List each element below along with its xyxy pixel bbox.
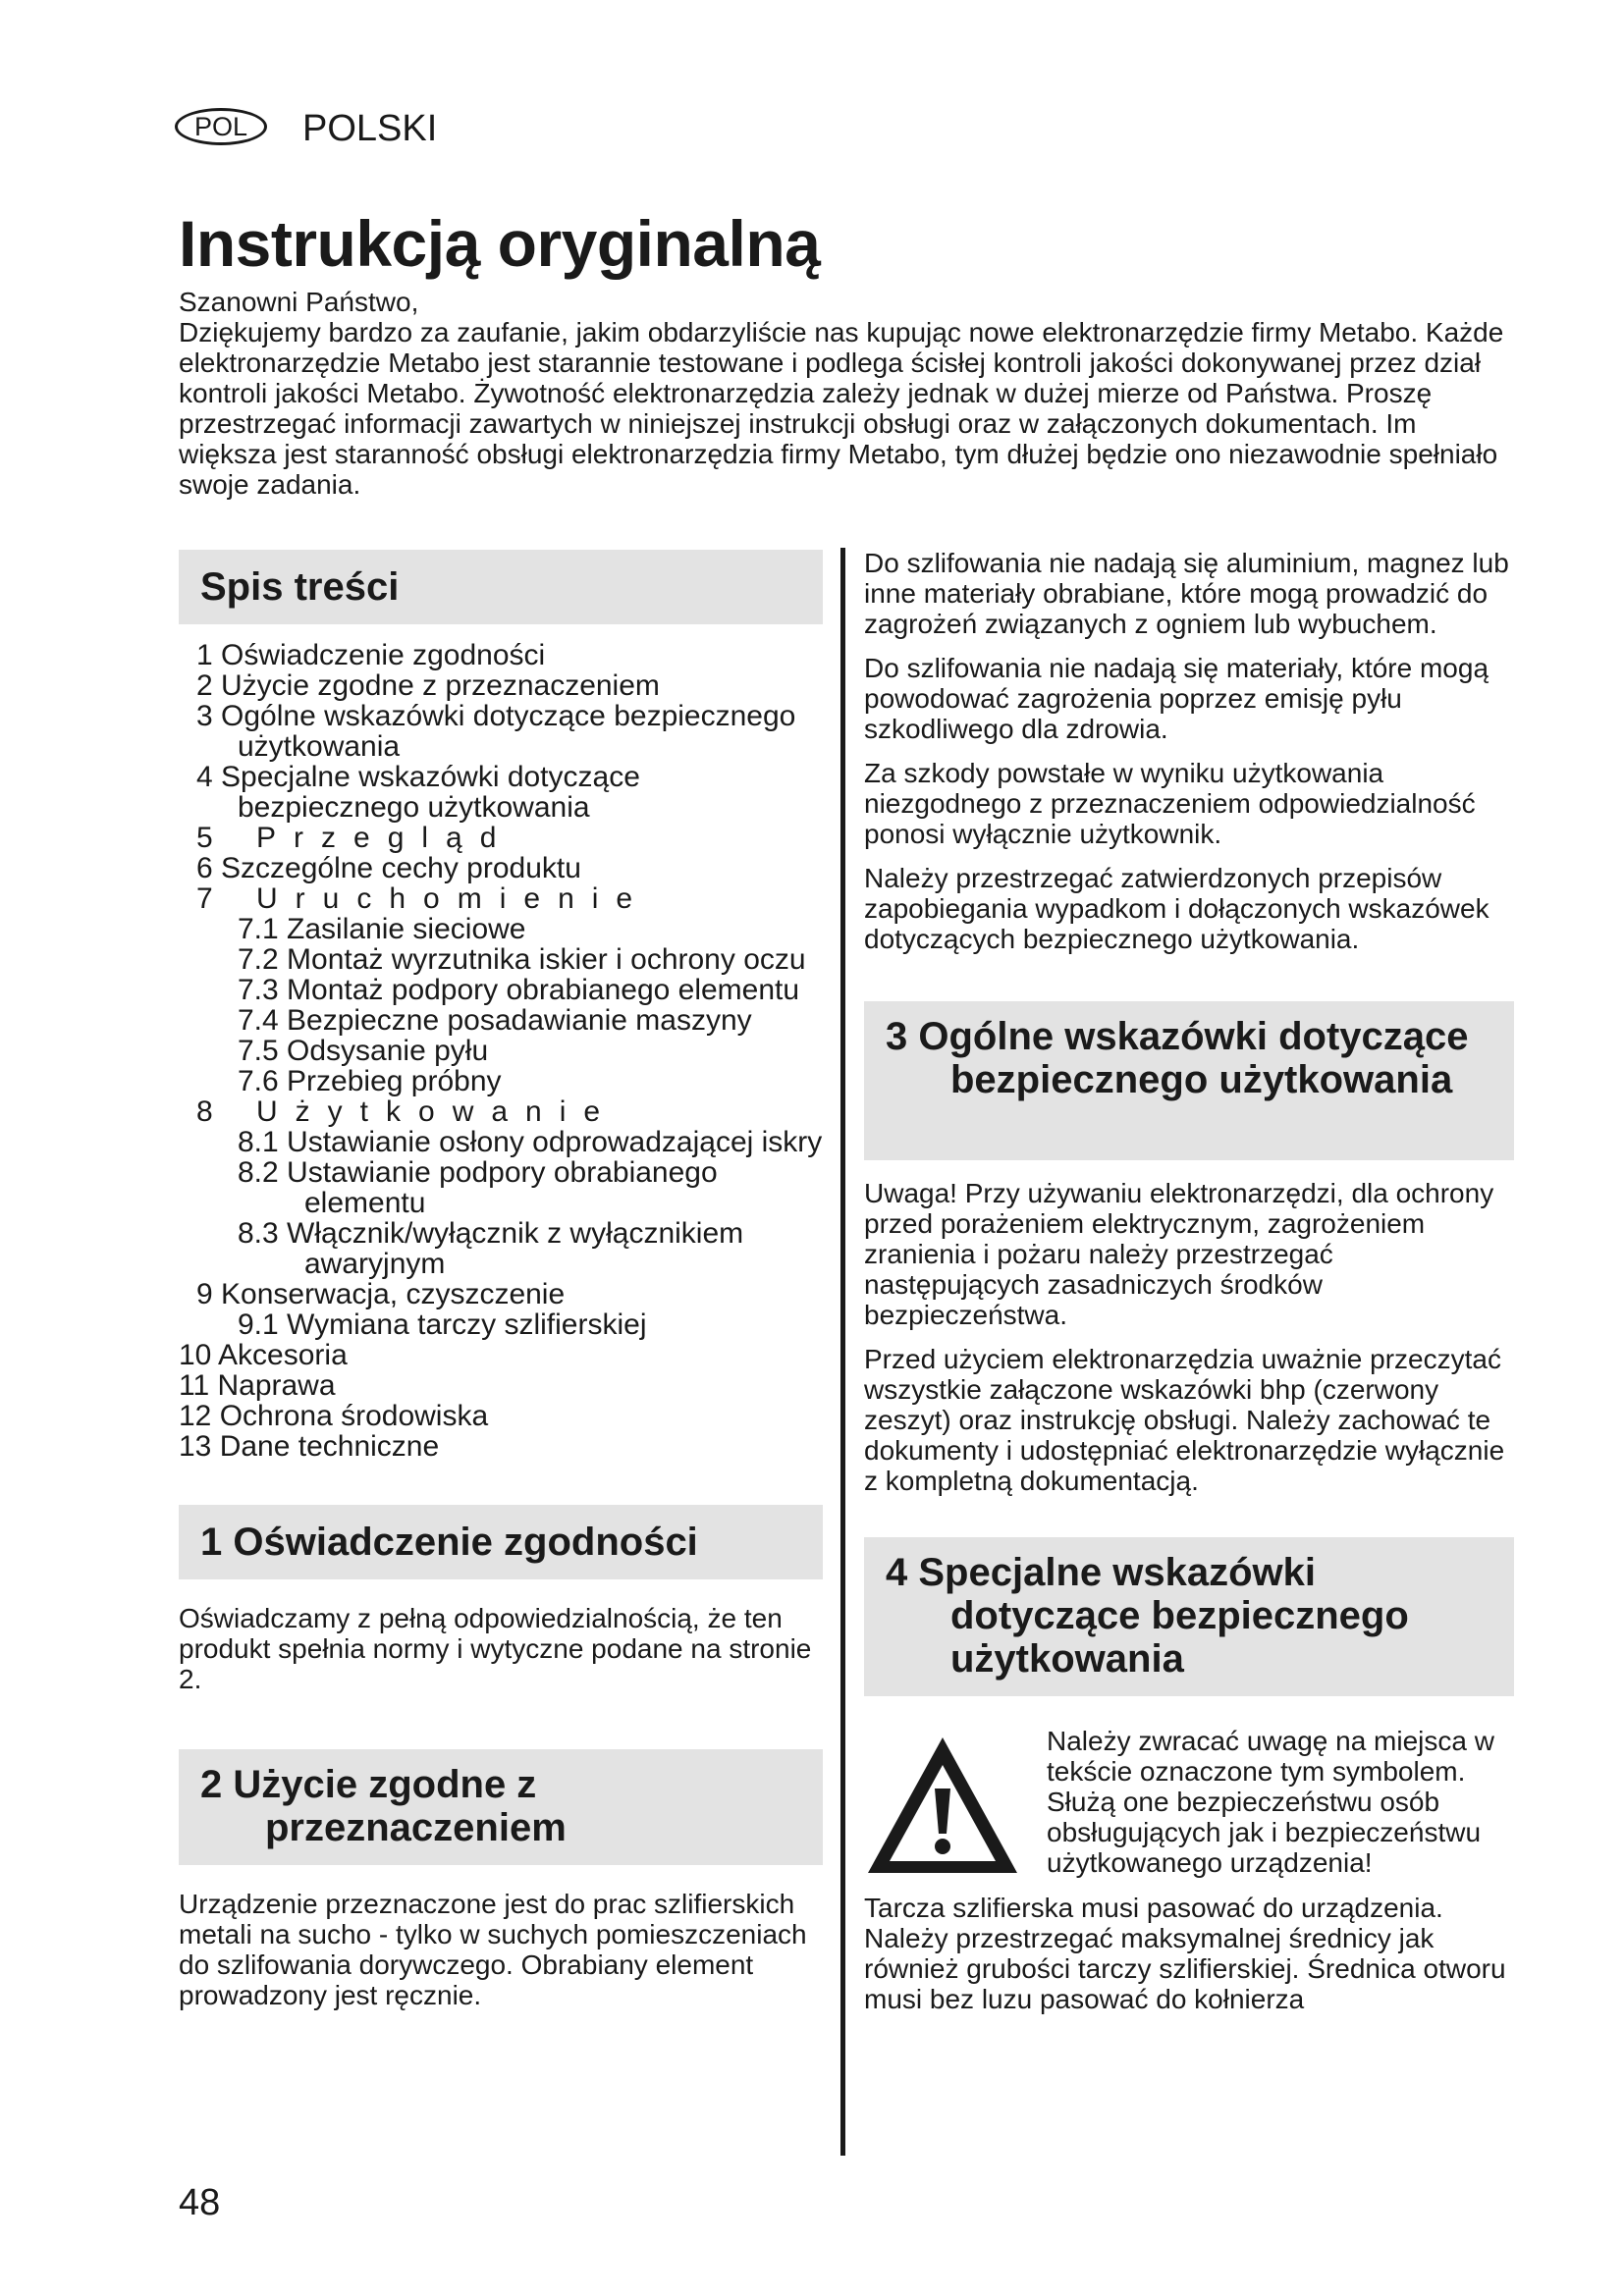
toc-item: 8.1 Ustawianie osłony odprowadzającej iskry — [238, 1126, 823, 1158]
intro-body: Dziękujemy bardzo za zaufanie, jakim obdarzyliście nas kupując nowe elektronarzędzie firmy Metabo. Każde elektronarzędzie Metabo jest starannie testowane i podlega ścisłej kontroli jakości dokonywanej przez dział kontroli jakości Metabo. Żywotność elektronarzędzia zależy jednak w dużej mierze od Państwa. Proszę przestrzegać informacji zawartych w niniejszej instrukcji obsługi oraz w załączonych dokumentach. Im większa jest staranność obsługi elektronarzędzia firmy Metabo, tym dłużej będzie ono niezawodnie spełniało swoje zadania. — [179, 317, 1504, 500]
toc-item: 3 Ogólne wskazówki dotyczące bezpiecznego użytkowania — [196, 700, 796, 763]
intro-text — [179, 287, 1504, 500]
toc-item: 8.2 Ustawianie podpory obrabianego elementu — [238, 1156, 718, 1219]
section-2-heading: 2 Użycie zgodne z przeznaczeniem — [179, 1749, 823, 1865]
left-column — [179, 550, 823, 2010]
toc-item: 8 Użytkowanie — [196, 1095, 619, 1128]
page-number: 48 — [179, 2182, 221, 2223]
toc-item: 9.1 Wymiana tarczy szlifierskiej — [238, 1308, 647, 1341]
toc-item: 13 Dane techniczne — [179, 1430, 440, 1463]
section-1-heading: 1 Oświadczenie zgodności — [179, 1505, 823, 1579]
toc-item: 7.1 Zasilanie sieciowe — [238, 913, 526, 945]
toc-item: 2 Użycie zgodne z przeznaczeniem — [196, 669, 660, 702]
language-code-badge: POL — [175, 108, 267, 145]
warning-text: Należy zwracać uwagę na miejsca w tekście oznaczone tym symbolem. Służą one bezpieczeństwu osób obsługujących jak i bezpieczeństwu użytkowanego urządzenia! — [1047, 1726, 1494, 1878]
right-intro-paragraph: Do szlifowania nie nadają się aluminium, magnez lub inne materiały obrabiane, które mogą prowadzić do zagrożeń związanych z ogniem lub wybuchem. — [864, 548, 1509, 639]
section-4-heading: 4 Specjalne wskazówki dotyczące bezpiecznego użytkowania — [864, 1537, 1514, 1696]
section-3-paragraph: Uwaga! Przy używaniu elektronarzędzi, dla ochrony przed porażeniem elektrycznym, zagrożeniem zranienia i pożaru należy przestrzegać następujących zasadniczych środków bezpieczeństwa. — [864, 1178, 1494, 1330]
toc-item: 7.3 Montaż podpory obrabianego elementu — [238, 974, 800, 1006]
toc-item: 5 Przegląd — [196, 822, 514, 854]
toc-item: 7.2 Montaż wyrzutnika iskier i ochrony oczu — [238, 943, 806, 976]
section-2-text: Urządzenie przeznaczone jest do prac szlifierskich metali na sucho - tylko w suchych pomieszczeniach do szlifowania dorywczego. Obrabiany element prowadzony jest ręcznie. — [179, 1889, 807, 2010]
toc-item: 10 Akcesoria — [179, 1339, 348, 1371]
warning-triangle-icon — [864, 1732, 1021, 1879]
toc-item: 4 Specjalne wskazówki dotyczące bezpiecznego użytkowania — [196, 761, 640, 824]
toc-item: 7 Uruchomienie — [196, 882, 651, 915]
toc-item: 11 Naprawa — [179, 1369, 336, 1402]
toc-item: 7.5 Odsysanie pyłu — [238, 1035, 489, 1067]
toc-heading: Spis treści — [179, 550, 823, 624]
toc-item: 7.4 Bezpieczne posadawianie maszyny — [238, 1004, 752, 1037]
warning-block — [864, 1726, 1514, 1879]
intro-greeting: Szanowni Państwo, — [179, 287, 419, 317]
toc-item: 6 Szczególne cechy produktu — [196, 852, 581, 884]
right-intro-paragraph: Do szlifowania nie nadają się materiały, które mogą powodować zagrożenia poprzez emisję pyłu szkodliwego dla zdrowia. — [864, 653, 1489, 744]
toc-item: 8.3 Włącznik/wyłącznik z wyłącznikiem awaryjnym — [238, 1217, 744, 1280]
section-3-heading: 3 Ogólne wskazówki dotyczące bezpiecznego użytkowania — [864, 1001, 1514, 1160]
toc-item: 1 Oświadczenie zgodności — [196, 639, 546, 671]
section-1-text: Oświadczamy z pełną odpowiedzialnością, że ten produkt spełnia normy i wytyczne podane na stronie 2. — [179, 1603, 812, 1694]
right-column — [864, 548, 1514, 2028]
toc-item: 7.6 Przebieg próbny — [238, 1065, 502, 1097]
column-divider — [840, 548, 845, 2156]
right-intro-paragraph: Należy przestrzegać zatwierdzonych przepisów zapobiegania wypadkom i dołączonych wskazówek dotyczących bezpiecznego użytkowania. — [864, 863, 1489, 954]
section-4-text: Tarcza szlifierska musi pasować do urządzenia. Należy przestrzegać maksymalnej średnicy jak również grubości tarczy szlifierskiej. Średnica otworu musi bez luzu pasować do kołnierza — [864, 1893, 1506, 2014]
section-3-paragraph: Przed użyciem elektronarzędzia uważnie przeczytać wszystkie załączone wskazówki bhp (czerwony zeszyt) oraz instrukcję obsługi. Należy zachować te dokumenty i udostępniać elektronarzędzie wyłącznie z kompletną dokumentacją. — [864, 1344, 1505, 1496]
language-name: POLSKI — [302, 108, 438, 149]
toc-item: 12 Ochrona środowiska — [179, 1400, 489, 1432]
right-intro-paragraph: Za szkody powstałe w wyniku użytkowania niezgodnego z przeznaczeniem odpowiedzialność ponosi wyłącznie użytkownik. — [864, 758, 1476, 849]
document-title: Instrukcją oryginalną — [179, 207, 821, 280]
table-of-contents — [179, 640, 823, 1462]
toc-item: 9 Konserwacja, czyszczenie — [196, 1278, 566, 1310]
